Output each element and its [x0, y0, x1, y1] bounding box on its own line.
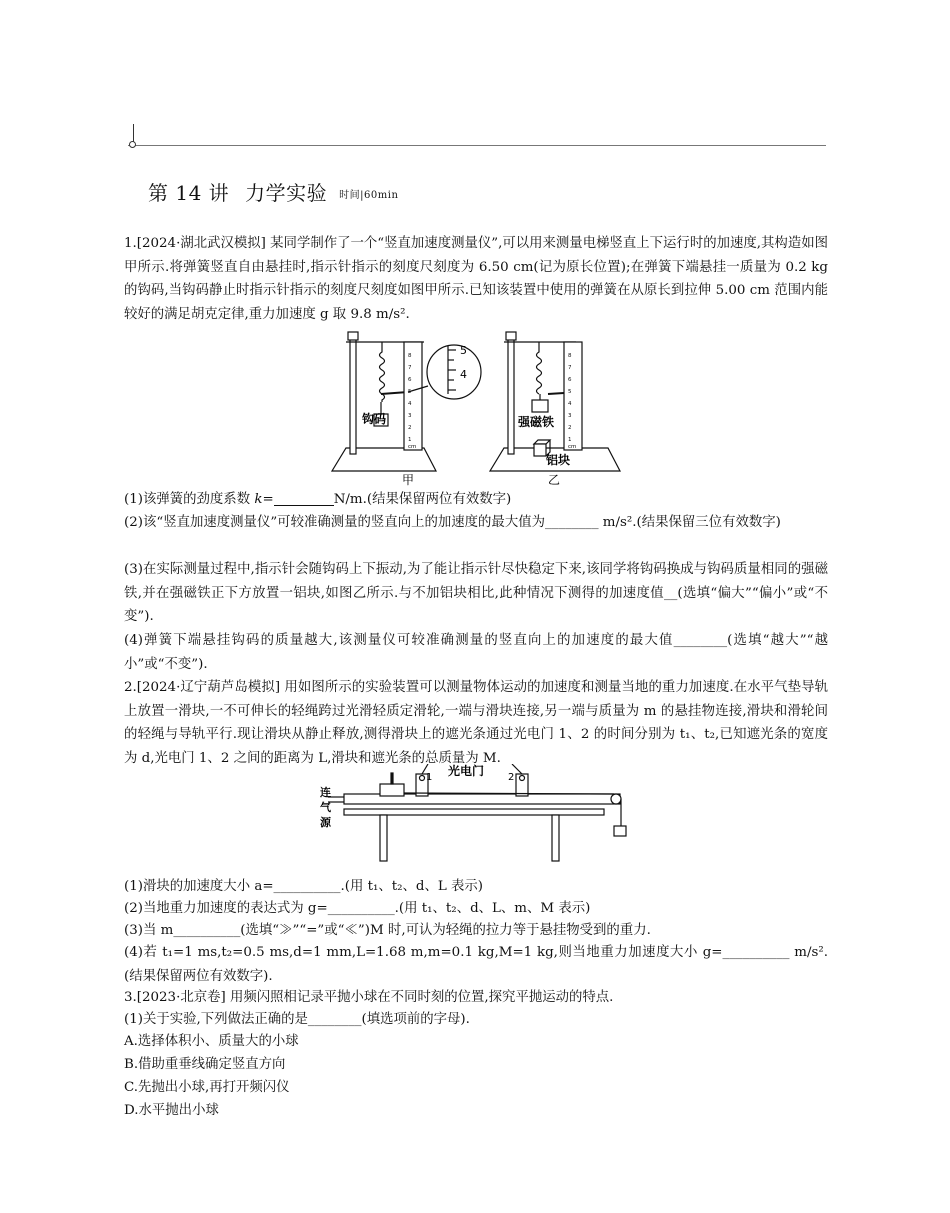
q1-part1: (1)该弹簧的劲度系数 k= N/m.(结果保留两位有效数字) — [124, 492, 512, 507]
header-rule — [128, 145, 826, 146]
svg-text:1: 1 — [568, 437, 572, 443]
svg-text:2: 2 — [568, 425, 572, 431]
lecture-number: 第 14 讲 — [148, 181, 230, 205]
q1-fig-right-spring — [537, 342, 542, 394]
svg-text:6: 6 — [408, 377, 412, 383]
svg-text:4: 4 — [408, 401, 412, 407]
q1-fig-left-ruler — [404, 342, 422, 450]
q1-fig-weight-label: 钩码 — [362, 412, 387, 426]
header-marker — [129, 141, 136, 148]
svg-text:3: 3 — [408, 413, 412, 419]
q1-fig-block-label: 铝块 — [546, 453, 571, 467]
page-title — [148, 177, 398, 206]
svg-text:5: 5 — [568, 389, 572, 395]
q3-intro: 3.[2023·北京卷] 用频闪照相记录平抛小球在不同时刻的位置,探究平抛运动的特点. — [124, 990, 614, 1005]
svg-text:6: 6 — [568, 377, 572, 383]
q3-option-c: C.先抛出小球,再打开频闪仪 — [124, 1080, 290, 1095]
q2-fig-table-top — [344, 809, 604, 815]
svg-text:4: 4 — [568, 401, 572, 407]
q1-fig-caption-right: 乙 — [548, 473, 561, 487]
svg-text:5: 5 — [408, 389, 412, 395]
q1-fig-right-stand — [508, 338, 514, 454]
svg-text:3: 3 — [568, 413, 572, 419]
q2-fig-slider — [380, 784, 404, 796]
q2-fig-hanging-mass — [614, 826, 626, 836]
q2-fig-table-leg-right — [552, 815, 559, 861]
q1-part4: (4)弹簧下端悬挂钩码的质量越大,该测量仪可较准确测量的竖直向上的加速度的最大值________(选填“越大”“越小”或“不变”). — [124, 633, 828, 672]
svg-text:8: 8 — [408, 353, 412, 359]
q1-part3: (3)在实际测量过程中,指示针会随钩码上下振动,为了能让指示针尽快稳定下来,该同学将钩码换成与钩码质量相同的强磁铁,并在强磁铁正下方放置一铝块,如图乙所示.与不加铝块相比,此种情况下测得的加速度值__(选填“偏大”“偏小”或“不变”). — [124, 562, 828, 624]
q2-fig-air-label-2: 气 — [320, 801, 331, 814]
time-limit: 时间|60min — [339, 190, 399, 201]
q1-fig-zoom-4: 4 — [460, 368, 467, 381]
q1-figure — [324, 326, 626, 488]
q1-fig-right-ruler — [564, 342, 582, 450]
q3-option-d: D.水平抛出小球 — [124, 1103, 219, 1118]
q1-fig-magnet-label: 强磁铁 — [518, 415, 555, 429]
svg-text:7: 7 — [568, 365, 572, 371]
q2-part3: (3)当 m__________(选填“≫”“=”或“≪”)M 时,可认为轻绳的拉力等于悬挂物受到的重力. — [124, 923, 651, 938]
q3-part1: (1)关于实验,下列做法正确的是________(填选项前的字母). — [124, 1012, 470, 1027]
q1-part2: (2)该“竖直加速度测量仪”可较准确测量的竖直向上的加速度的最大值为________ m/s².(结果保留三位有效数字) — [124, 515, 781, 530]
q1-fig-zoom-5: 5 — [460, 344, 467, 357]
q3-option-b: B.借助重垂线确定竖直方向 — [124, 1057, 286, 1072]
q1-fig-caption-left: 甲 — [402, 473, 415, 487]
svg-text:cm: cm — [408, 444, 417, 450]
q2-fig-pulley — [611, 794, 621, 804]
q2-part4: (4)若 t₁=1 ms,t₂=0.5 ms,d=1 mm,L=1.68 m,m=0.1 kg,M=1 kg,则当地重力加速度大小 g=__________ m/s².(结果保留两位有效数字). — [124, 945, 828, 984]
q2-part1: (1)滑块的加速度大小 a=__________.(用 t₁、t₂、d、L 表示) — [124, 879, 484, 894]
q2-intro: 2.[2024·辽宁葫芦岛模拟] 用如图所示的实验装置可以测量物体运动的加速度和测量当地的重力加速度.在水平气垫导轨上放置一滑块,一不可伸长的轻绳跨过光滑轻质定滑轮,一端与滑块连接,另一端与质量为 m 的悬挂物连接,滑块和滑轮间的轻绳与导轨平行.现让滑块从静止释放,测得滑块上的遮光条通过光电门 1、2 的时间分别为 t₁、t₂,已知遮光条的宽度为 d,光电门 1、2 之间的距离为 L,滑块和遮光条的总质量为 M. — [124, 680, 828, 766]
svg-text:8: 8 — [568, 353, 572, 359]
q2-fig-gate2-label: 2 — [508, 772, 515, 783]
q2-fig-gate1-label: 1 — [426, 772, 433, 783]
svg-text:2: 2 — [408, 425, 412, 431]
svg-text:cm: cm — [568, 444, 577, 450]
q2-fig-air-label-1: 连 — [320, 786, 331, 799]
q1-fig-left-base — [332, 448, 436, 471]
lecture-subject: 力学实验 — [245, 181, 328, 205]
svg-text:7: 7 — [408, 365, 412, 371]
q1-fig-right-block — [534, 444, 546, 456]
q2-fig-gate-label: 光电门 — [448, 764, 485, 778]
q1-fig-left-stand — [350, 338, 356, 454]
q1-fig-zoom-circle — [427, 345, 481, 399]
svg-text:1: 1 — [408, 437, 412, 443]
q2-part2: (2)当地重力加速度的表达式为 g=__________.(用 t₁、t₂、d、L、m、M 表示) — [124, 901, 591, 916]
q3-option-a: A.选择体积小、质量大的小球 — [124, 1034, 299, 1049]
q1-fig-right-magnet — [532, 400, 548, 412]
q1-intro: 1.[2024·湖北武汉模拟] 某同学制作了一个“竖直加速度测量仪”,可以用来测量电梯竖直上下运行时的加速度,其构造如图甲所示.将弹簧竖直自由悬挂时,指示针指示的刻度尺刻度为 6.50 cm(记为原长位置);在弹簧下端悬挂一质量为 0.2 kg 的钩码,当钩码静止时指示针指示的刻度尺刻度如图甲所示.已知该装置中使用的弹簧在从原长到拉伸 5.00 cm 范围内能较好的满足胡克定律,重力加速度 g 取 9.8 m/s². — [124, 236, 828, 322]
q2-fig-air-label-3: 源 — [320, 816, 331, 829]
q2-fig-table-leg-left — [380, 815, 387, 861]
q2-figure — [318, 764, 634, 868]
